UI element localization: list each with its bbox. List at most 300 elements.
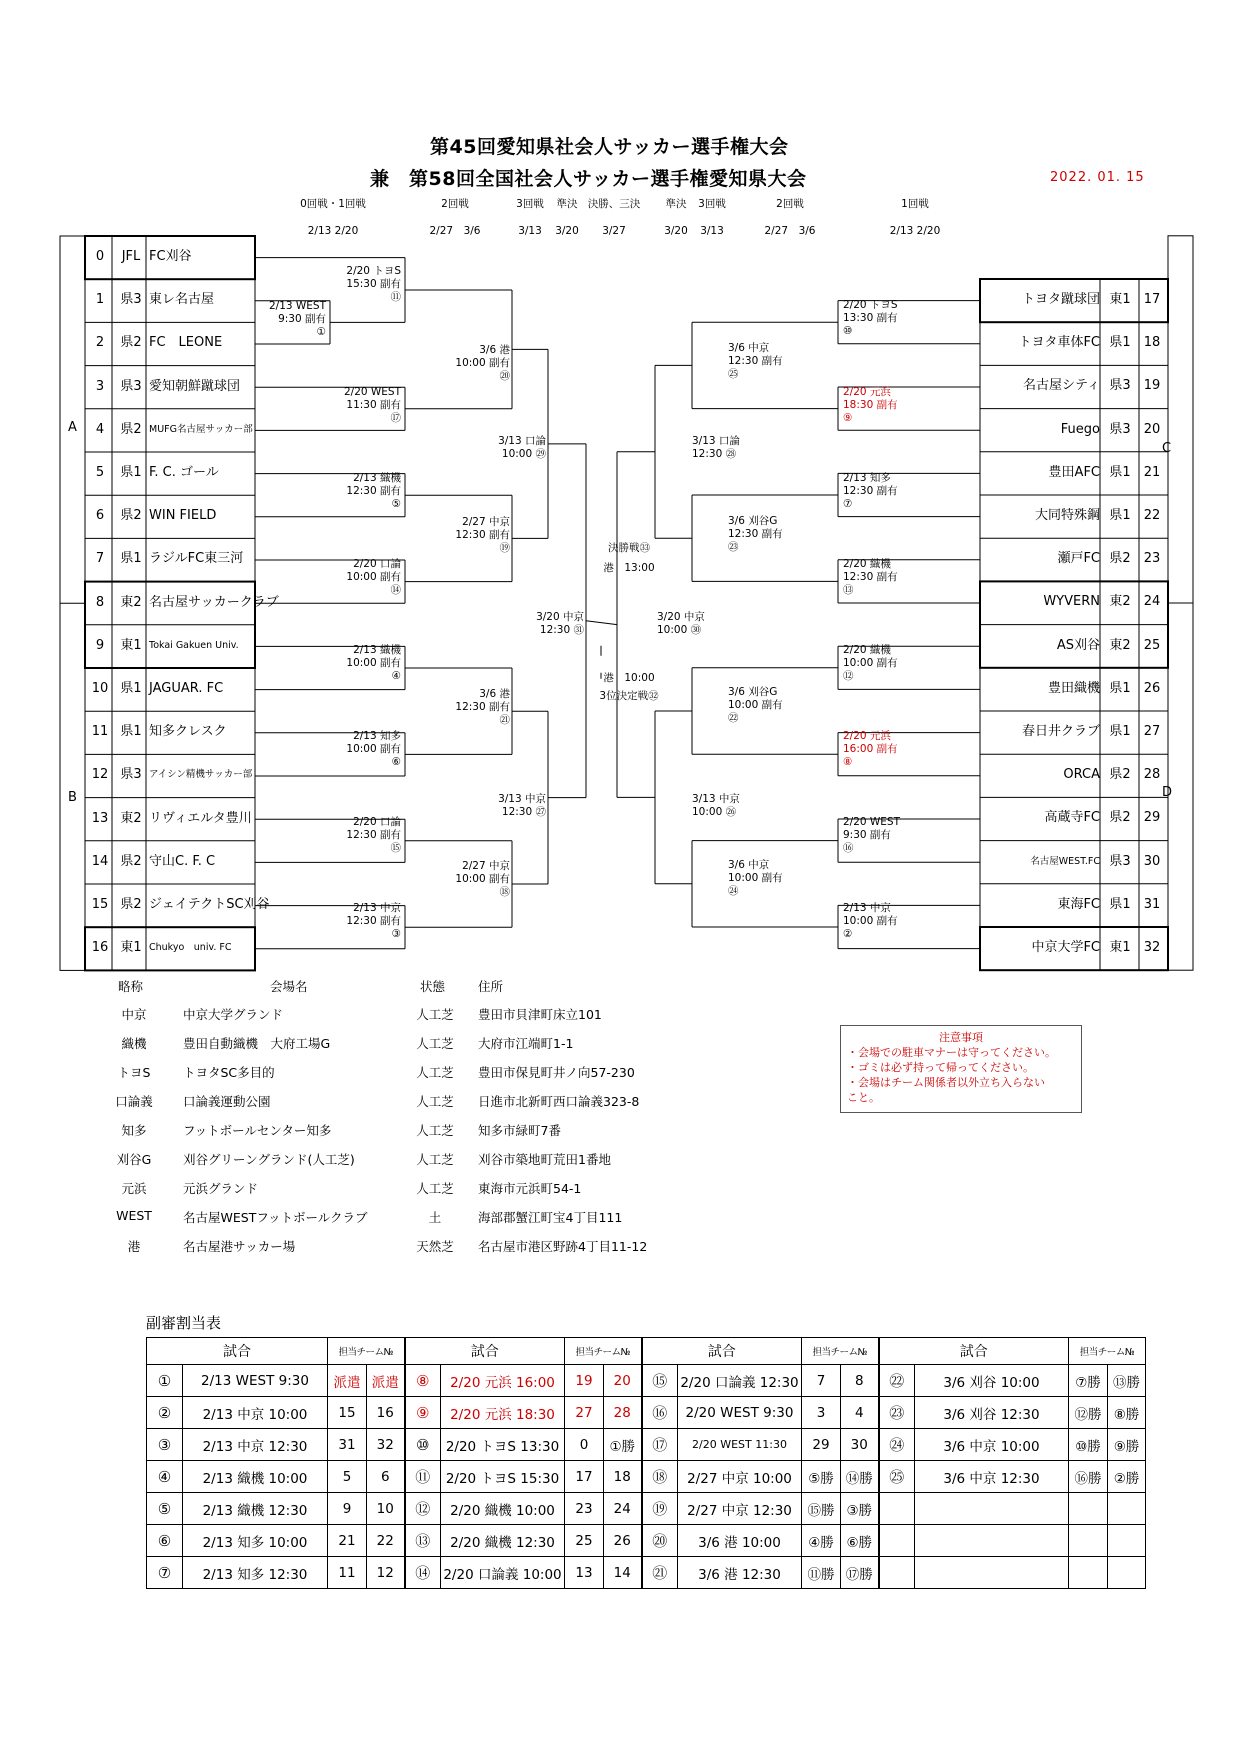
team-division: 東2 — [1109, 594, 1131, 610]
match-label — [346, 558, 401, 597]
match-time-ref: 10:00 ㉖ — [692, 806, 737, 818]
team-name: F. C. ゴール — [149, 465, 219, 480]
ref-team-a: 11 — [328, 1557, 367, 1589]
team-name: 知多クレスク — [149, 724, 227, 740]
ref-match-number: ⑲ — [642, 1493, 678, 1525]
round-date: 2/27 3/6 — [764, 225, 816, 237]
team-number: 28 — [1143, 767, 1161, 783]
ref-team-b: 18 — [604, 1461, 642, 1493]
venue-abbr: 織機 — [121, 1036, 147, 1051]
match-label — [843, 644, 898, 683]
notes-line: こと。 — [847, 1091, 880, 1104]
ref-team-a: 29 — [802, 1429, 841, 1461]
match-number: ① — [316, 326, 326, 338]
team-number: 26 — [1143, 680, 1161, 696]
team-name: ラジルFC東三河 — [149, 551, 244, 567]
ref-team-b: 32 — [367, 1429, 405, 1461]
match-number: ⑧ — [843, 756, 853, 768]
match-number: ⑨ — [843, 412, 853, 424]
match-venue-time: 2/20 WEST — [843, 816, 901, 828]
match-time-ref: 15:30 副有 — [346, 278, 401, 290]
match-label — [498, 435, 546, 461]
ref-match-number: ⑪ — [405, 1461, 441, 1493]
team-number: 17 — [1143, 292, 1161, 307]
team-name: Chukyo univ. FC — [149, 942, 232, 954]
ref-header-team: 担当チーム№ — [802, 1338, 879, 1365]
match-number: ⑰ — [390, 412, 401, 424]
ref-row — [147, 1397, 1146, 1429]
team-number: 0 — [95, 249, 105, 264]
team-number: 15 — [91, 897, 109, 912]
round-date: 3/13 — [518, 225, 542, 237]
venue-header-address: 住所 — [478, 979, 504, 994]
document-date: 2022. 01. 15 — [1050, 170, 1145, 185]
notes-title: 注意事項 — [939, 1031, 983, 1044]
team-division: 県1 — [1109, 464, 1131, 480]
venue-abbr: 港 — [127, 1239, 141, 1254]
match-time-ref: 10:00 副有 — [346, 657, 401, 669]
ref-team-b: 8 — [841, 1365, 879, 1397]
match-time-ref: 10:00 ㉙ — [501, 448, 546, 460]
match-time-ref: 11:30 副有 — [346, 399, 401, 411]
match-venue-time: 3/6 中京 — [728, 342, 770, 354]
ref-header-match: 試合 — [642, 1338, 802, 1365]
team-division: 県1 — [1109, 896, 1131, 912]
team-name: WYVERN — [1043, 594, 1100, 610]
team-number: 25 — [1143, 637, 1161, 653]
team-name: ジェイテクトSC刈谷 — [149, 897, 270, 912]
team-division: 県2 — [120, 335, 142, 351]
ref-match-number: ⑫ — [405, 1493, 441, 1525]
ref-team-b: 12 — [367, 1557, 405, 1589]
match-time-ref: 12:30 ㉗ — [501, 806, 546, 818]
ref-match-number — [879, 1493, 915, 1525]
team-number: 19 — [1143, 378, 1161, 394]
ref-header-team: 担当チーム№ — [328, 1338, 405, 1365]
team-number: 21 — [1143, 464, 1161, 480]
team-name: ORCA — [1063, 767, 1100, 783]
ref-team-b: 30 — [841, 1429, 879, 1461]
match-label — [843, 386, 898, 425]
match-number: ㉕ — [728, 368, 739, 380]
match-time-ref: 18:30 副有 — [843, 399, 898, 411]
match-time-ref: 12:30 ㉛ — [539, 624, 584, 636]
team-division: 県1 — [120, 681, 142, 696]
match-label — [843, 730, 898, 769]
team-division: 県3 — [1109, 421, 1131, 437]
team-name: トヨタ車体FC — [1018, 335, 1100, 351]
match-time-ref: 9:30 副有 — [843, 829, 891, 841]
ref-team-b: ②勝 — [1108, 1461, 1146, 1493]
match-venue-time: 3/13 中京 — [692, 793, 740, 805]
third-place-label — [586, 670, 672, 704]
ref-row — [147, 1493, 1146, 1525]
ref-match-number: ⑮ — [642, 1365, 678, 1397]
ref-assignment-table — [146, 1337, 1146, 1589]
ref-match-number: ④ — [147, 1461, 183, 1493]
team-name: 愛知朝鮮蹴球団 — [149, 378, 241, 394]
match-label — [346, 265, 401, 304]
match-label — [728, 342, 783, 381]
team-number: 4 — [95, 421, 105, 437]
ref-match-number: ⑤ — [147, 1493, 183, 1525]
venue-surface: 人工芝 — [416, 1036, 454, 1051]
ref-match-info: 2/27 中京 12:30 — [678, 1493, 802, 1525]
ref-match-info: 2/13 知多 10:00 — [183, 1525, 328, 1557]
ref-team-a: 3 — [802, 1397, 841, 1429]
team-number: 6 — [95, 508, 105, 524]
match-label — [843, 472, 898, 511]
team-name: 名古屋WEST.FC — [1030, 855, 1100, 867]
match-venue-time: 2/13 織機 — [353, 644, 401, 656]
team-division: 県1 — [1109, 680, 1131, 696]
final-line-2: 港 13:00 — [603, 562, 655, 574]
round-label: 2回戦 — [776, 198, 804, 210]
match-time-ref: 12:30 副有 — [455, 529, 510, 541]
team-number: 5 — [95, 465, 105, 480]
ref-team-b: ⑬勝 — [1108, 1365, 1146, 1397]
bracket-line — [586, 621, 617, 625]
match-label — [728, 859, 783, 898]
match-venue-time: 2/27 中京 — [462, 516, 510, 528]
team-division: 東1 — [1109, 940, 1131, 955]
ref-match-info: 2/20 WEST 9:30 — [678, 1397, 802, 1429]
match-label — [536, 611, 584, 637]
match-number: ② — [843, 928, 853, 940]
venue-name: 名古屋港サッカー場 — [183, 1239, 296, 1254]
match-label — [692, 435, 740, 461]
match-venue-time: 2/13 WEST — [268, 300, 326, 312]
ref-match-info: 3/6 刈谷 12:30 — [915, 1397, 1069, 1429]
venue-address: 大府市江端町1-1 — [478, 1036, 574, 1051]
match-time-ref: 13:30 副有 — [843, 312, 898, 324]
venue-abbr: 刈谷G — [116, 1152, 152, 1167]
ref-match-info: 3/6 港 12:30 — [678, 1557, 802, 1589]
team-name: 豊田織機 — [1047, 680, 1100, 696]
ref-match-number — [879, 1525, 915, 1557]
match-label — [346, 816, 401, 855]
ref-match-number: ⑭ — [405, 1557, 441, 1589]
match-number: ⑥ — [391, 756, 401, 768]
team-name: 大同特殊鋼 — [1034, 508, 1100, 523]
team-division: 県2 — [1109, 767, 1131, 783]
ref-match-info: 3/6 中京 12:30 — [915, 1461, 1069, 1493]
ref-match-info: 2/20 トヨS 15:30 — [441, 1461, 565, 1493]
match-label — [455, 688, 510, 727]
team-name: トヨタ蹴球団 — [1021, 292, 1100, 307]
venue-address: 名古屋市港区野跡4丁目11-12 — [478, 1239, 648, 1254]
match-number: ⑪ — [390, 291, 401, 303]
match-number: ⑭ — [390, 584, 401, 596]
team-number: 30 — [1143, 853, 1161, 869]
ref-team-a — [1069, 1493, 1108, 1525]
ref-match-info: 2/13 知多 12:30 — [183, 1557, 328, 1589]
match-venue-time: 3/6 刈谷G — [728, 515, 778, 527]
match-venue-time: 2/13 中京 — [843, 902, 891, 914]
third-line-1: 港 10:00 — [603, 672, 655, 684]
team-number: 12 — [91, 767, 109, 783]
ref-team-a: ⑮勝 — [802, 1493, 841, 1525]
ref-team-a: 5 — [328, 1461, 367, 1493]
venue-surface: 人工芝 — [416, 1152, 454, 1167]
match-number: ⑲ — [499, 542, 510, 554]
team-name: FC LEONE — [149, 335, 223, 351]
ref-match-number: ㉒ — [879, 1365, 915, 1397]
venue-address: 東海市元浜町54-1 — [478, 1181, 582, 1196]
ref-team-b: 4 — [841, 1397, 879, 1429]
ref-team-b: 10 — [367, 1493, 405, 1525]
team-number: 1 — [95, 292, 105, 308]
team-number: 14 — [91, 853, 109, 869]
ref-match-info: 3/6 刈谷 10:00 — [915, 1365, 1069, 1397]
round-date: 3/20 — [664, 225, 688, 237]
ref-match-info: 2/20 元浜 16:00 — [441, 1365, 565, 1397]
ref-header-match: 試合 — [879, 1338, 1069, 1365]
round-label: 2回戦 — [441, 198, 469, 210]
venue-surface: 人工芝 — [416, 1007, 454, 1022]
round-label: 準決 — [665, 198, 687, 210]
ref-team-a: ⑪勝 — [802, 1557, 841, 1589]
venue-surface: 土 — [428, 1210, 442, 1225]
match-number: ③ — [391, 928, 401, 940]
ref-team-b — [1108, 1493, 1146, 1525]
ref-row — [147, 1461, 1146, 1493]
team-division: 県2 — [120, 897, 142, 912]
round-date: 3/13 — [700, 225, 724, 237]
match-label — [843, 816, 900, 855]
ref-match-number: ① — [147, 1365, 183, 1397]
team-division: 県3 — [1109, 378, 1131, 394]
match-venue-time: 2/13 知多 — [843, 472, 891, 484]
team-name: 豊田AFC — [1048, 464, 1100, 480]
team-name: リヴィエルタ豊川 — [149, 810, 252, 826]
team-division: 東2 — [1109, 637, 1131, 653]
team-division: 県2 — [120, 421, 142, 437]
team-number: 18 — [1143, 335, 1161, 351]
match-time-ref: 10:00 副有 — [346, 743, 401, 755]
ref-team-a: 25 — [565, 1525, 604, 1557]
ref-match-number: ㉑ — [642, 1557, 678, 1589]
venue-name: 刈谷グリーングランド(人工芝) — [183, 1152, 355, 1167]
match-venue-time: 3/6 港 — [479, 688, 510, 700]
ref-match-info: 2/20 織機 12:30 — [441, 1525, 565, 1557]
match-time-ref: 12:30 副有 — [346, 915, 401, 927]
ref-team-a: 23 — [565, 1493, 604, 1525]
match-time-ref: 10:00 副有 — [455, 873, 510, 885]
match-label — [455, 344, 510, 383]
team-number: 13 — [91, 810, 109, 826]
team-name: 東レ名古屋 — [149, 292, 215, 308]
team-division: 県2 — [1109, 551, 1131, 567]
round-label: 決勝、三決 — [587, 198, 641, 210]
match-label — [455, 516, 510, 555]
ref-team-b: 16 — [367, 1397, 405, 1429]
match-number: ⑤ — [391, 498, 401, 510]
team-division: 県2 — [120, 508, 142, 524]
ref-match-info — [915, 1557, 1069, 1589]
match-time-ref: 12:30 副有 — [843, 485, 898, 497]
ref-team-b: ⑰勝 — [841, 1557, 879, 1589]
venue-header-name: 会場名 — [270, 979, 308, 994]
match-number: ⑱ — [499, 886, 510, 898]
match-venue-time: 2/20 織機 — [843, 558, 891, 570]
match-label — [728, 686, 783, 725]
match-venue-time: 2/27 中京 — [462, 860, 510, 872]
round-date: 2/13 2/20 — [307, 225, 359, 237]
team-name: 名古屋サッカークラブ — [149, 594, 279, 610]
match-venue-time: 2/13 知多 — [353, 730, 401, 742]
match-number: ④ — [391, 670, 401, 682]
venue-surface: 人工芝 — [416, 1094, 454, 1109]
match-time-ref: 10:00 副有 — [843, 657, 898, 669]
venue-address: 豊田市貝津町床立101 — [478, 1007, 602, 1022]
match-number: ⑯ — [843, 842, 854, 854]
ref-header-team: 担当チーム№ — [565, 1338, 642, 1365]
ref-team-b: ⑭勝 — [841, 1461, 879, 1493]
ref-team-a — [1069, 1525, 1108, 1557]
match-time-ref: 10:00 ㉚ — [657, 624, 702, 636]
ref-team-a: ⑩勝 — [1069, 1429, 1108, 1461]
match-label — [455, 860, 510, 899]
ref-match-number: ② — [147, 1397, 183, 1429]
team-division: JFL — [121, 249, 141, 264]
title-line-1: 第45回愛知県社会人サッカー選手権大会 — [430, 136, 789, 158]
ref-team-a — [1069, 1557, 1108, 1589]
round-label: 1回戦 — [901, 198, 929, 210]
match-venue-time: 2/20 口論 — [353, 816, 401, 828]
match-label — [843, 558, 898, 597]
venue-abbr: 中京 — [121, 1007, 147, 1022]
group-label-b: B — [68, 790, 77, 805]
match-time-ref: 10:00 副有 — [728, 872, 783, 884]
ref-match-number: ⑰ — [642, 1429, 678, 1461]
ref-team-a: 31 — [328, 1429, 367, 1461]
ref-match-number: ③ — [147, 1429, 183, 1461]
venue-address: 知多市緑町7番 — [478, 1123, 561, 1138]
venue-abbr: WEST — [116, 1208, 152, 1223]
ref-header-team: 担当チーム№ — [1069, 1338, 1146, 1365]
team-division: 県1 — [1109, 724, 1131, 739]
match-label — [657, 611, 705, 637]
ref-match-number: ㉔ — [879, 1429, 915, 1461]
ref-team-a: 19 — [565, 1365, 604, 1397]
ref-match-info: 2/20 WEST 11:30 — [678, 1429, 802, 1461]
match-label — [843, 902, 898, 941]
round-date: 2/13 2/20 — [889, 225, 941, 237]
ref-team-b: 26 — [604, 1525, 642, 1557]
venue-abbr: 口論義 — [115, 1094, 153, 1109]
round-label: 3回戦 — [516, 198, 544, 210]
ref-team-a: 15 — [328, 1397, 367, 1429]
team-number: 8 — [95, 594, 105, 610]
team-number: 32 — [1143, 940, 1161, 955]
round-label: 0回戦・1回戦 — [300, 198, 366, 210]
match-time-ref: 10:00 副有 — [843, 915, 898, 927]
match-venue-time: 3/13 口論 — [692, 435, 740, 447]
team-name: FC刈谷 — [149, 249, 192, 264]
match-label — [728, 515, 783, 554]
team-name: アイシン精機サッカー部 — [149, 769, 253, 781]
venue-surface: 人工芝 — [416, 1065, 454, 1080]
ref-match-info: 2/13 中京 12:30 — [183, 1429, 328, 1461]
team-name: MUFG名古屋サッカー部 — [149, 423, 253, 435]
match-time-ref: 12:30 副有 — [728, 528, 783, 540]
match-label — [346, 472, 401, 511]
group-label-a: A — [68, 420, 77, 435]
ref-match-number: ⑥ — [147, 1525, 183, 1557]
match-label — [843, 299, 898, 338]
ref-team-b: 14 — [604, 1557, 642, 1589]
ref-match-info — [915, 1525, 1069, 1557]
team-name: WIN FIELD — [149, 508, 217, 524]
match-label — [344, 386, 401, 425]
match-venue-time: 2/20 口論 — [353, 558, 401, 570]
match-venue-time: 2/20 元浜 — [843, 386, 891, 398]
match-label — [498, 793, 546, 819]
team-division: 県3 — [1109, 853, 1131, 869]
match-label — [346, 644, 401, 683]
venue-abbr: 元浜 — [121, 1181, 147, 1196]
round-label: 3回戦 — [698, 198, 726, 210]
team-division: 県3 — [120, 767, 142, 783]
match-venue-time: 2/20 トヨS — [843, 299, 898, 311]
ref-team-b — [1108, 1525, 1146, 1557]
match-time-ref: 12:30 副有 — [455, 701, 510, 713]
team-name: 高蔵寺FC — [1044, 810, 1100, 826]
venue-abbr: 知多 — [121, 1123, 147, 1138]
ref-team-b — [1108, 1557, 1146, 1589]
match-venue-time: 3/6 中京 — [728, 859, 770, 871]
match-number: ㉔ — [728, 885, 739, 897]
round-date: 3/27 — [602, 225, 626, 237]
ref-team-b: 20 — [604, 1365, 642, 1397]
ref-match-number: ⑯ — [642, 1397, 678, 1429]
ref-match-info: 2/13 織機 10:00 — [183, 1461, 328, 1493]
team-number: 11 — [91, 724, 109, 740]
team-number: 7 — [95, 551, 105, 567]
match-number: ㉑ — [499, 714, 510, 726]
match-number: ⑩ — [843, 325, 853, 337]
match-time-ref: 12:30 副有 — [843, 571, 898, 583]
notes-line: ・ゴミは必ず持って帰ってください。 — [847, 1061, 1034, 1074]
third-line-2: 3位決定戦㉜ — [599, 690, 659, 702]
team-division: 東1 — [120, 637, 142, 653]
match-venue-time: 3/20 中京 — [536, 611, 584, 623]
team-name: 守山C. F. C — [149, 853, 216, 869]
ref-row — [147, 1429, 1146, 1461]
match-venue-time: 2/13 中京 — [353, 902, 401, 914]
venue-name: フットボールセンター知多 — [183, 1123, 332, 1138]
venue-name: トヨタSC多目的 — [183, 1065, 275, 1080]
team-name: Fuego — [1060, 421, 1100, 437]
match-time-ref: 9:30 副有 — [278, 313, 326, 325]
ref-team-b: 派遣 — [367, 1365, 405, 1397]
team-division: 県1 — [1109, 508, 1131, 523]
ref-match-info: 2/27 中京 10:00 — [678, 1461, 802, 1493]
ref-team-b: ⑧勝 — [1108, 1397, 1146, 1429]
ref-match-info: 2/20 トヨS 13:30 — [441, 1429, 565, 1461]
match-venue-time: 2/20 トヨS — [346, 265, 401, 277]
match-time-ref: 12:30 副有 — [346, 485, 401, 497]
ref-match-number: ⑬ — [405, 1525, 441, 1557]
notes-line: ・会場はチーム関係者以外立ち入らない — [847, 1076, 1045, 1089]
match-venue-time: 2/13 織機 — [353, 472, 401, 484]
ref-table-title: 副審割当表 — [146, 1314, 222, 1332]
ref-team-a: ⑯勝 — [1069, 1461, 1108, 1493]
match-venue-time: 3/6 港 — [479, 344, 510, 356]
team-division: 東1 — [1109, 292, 1131, 307]
ref-match-info: 2/13 中京 10:00 — [183, 1397, 328, 1429]
